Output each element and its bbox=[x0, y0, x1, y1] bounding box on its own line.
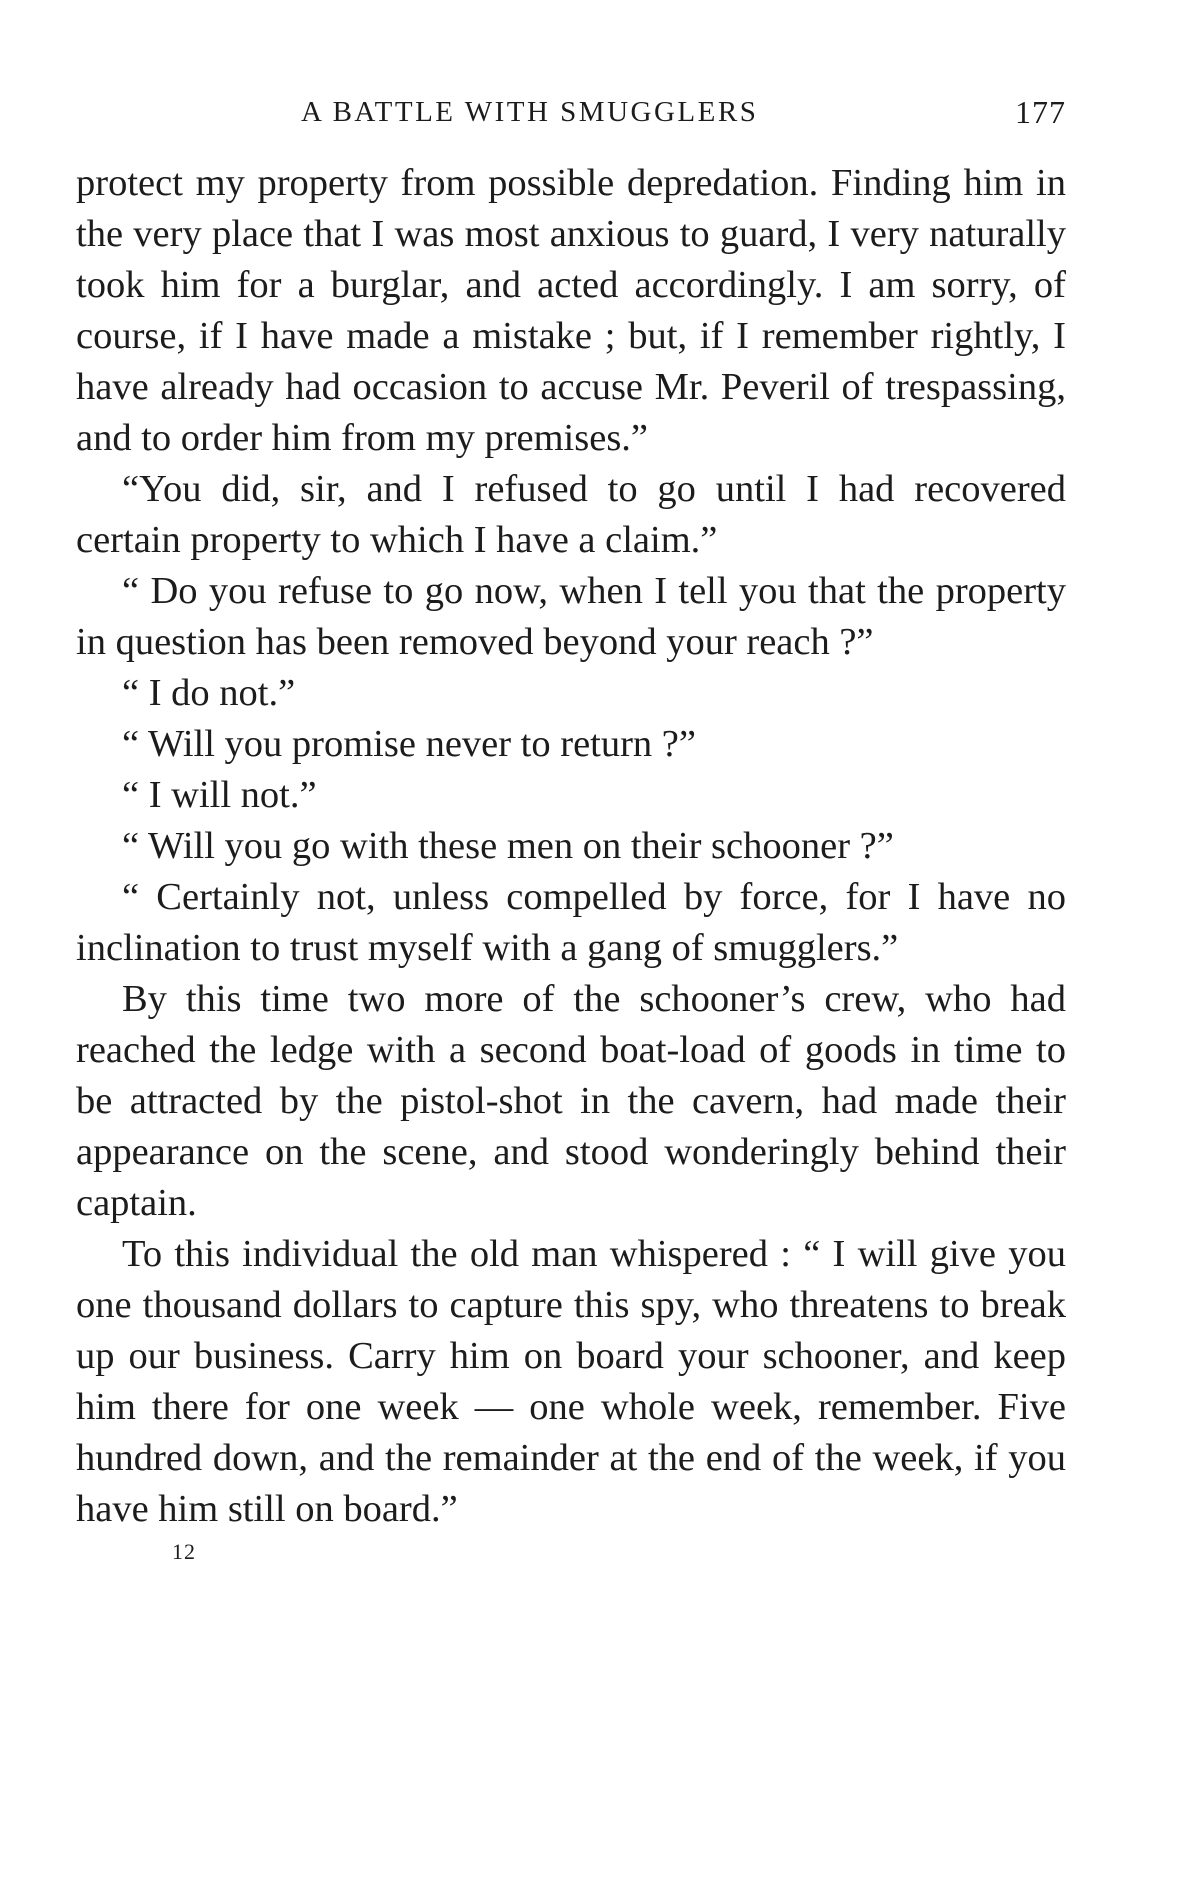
running-head bbox=[76, 92, 1066, 142]
paragraph-dialogue: “ Will you promise never to return ?” bbox=[122, 723, 696, 765]
paragraph-dialogue: “ I do not.” bbox=[122, 672, 296, 714]
paragraph-narrative: To this individual the old man whispered : “ I will give you one thousand dollars to capture this spy, who threatens to break up our business. Carry him on board your schooner, and keep him there for one week — one whole week, remember. Five hundred down, and the remainder at the end of the week, if you have him still on board.” bbox=[76, 1233, 1066, 1530]
page-number: 177 bbox=[1015, 94, 1066, 130]
paragraph-dialogue: “ Do you refuse to go now, when I tell you that the property in question has been removed beyond your reach ?” bbox=[76, 570, 1066, 663]
signature-mark: 12 bbox=[172, 1539, 196, 1564]
paragraph-dialogue: “You did, sir, and I refused to go until I had recovered certain property to which I have a claim.” bbox=[76, 468, 1066, 561]
book-page bbox=[76, 92, 1066, 1565]
paragraph-dialogue: “ I will not.” bbox=[122, 774, 317, 816]
body-text bbox=[76, 158, 1066, 1535]
paragraph-narrative: By this time two more of the schooner’s crew, who had reached the ledge with a second boat-load of goods in time to be attracted by the pistol-shot in the cavern, had made their appearance on the scene, and stood wonderingly behind their captain. bbox=[76, 978, 1066, 1224]
running-title: A BATTLE WITH SMUGGLERS bbox=[301, 96, 759, 128]
paragraph-dialogue: “ Certainly not, unless compelled by force, for I have no inclination to trust myself with a gang of smugglers.” bbox=[76, 876, 1066, 969]
paragraph-dialogue: “ Will you go with these men on their schooner ?” bbox=[122, 825, 894, 867]
paragraph-continued: protect my property from possible depredation. Finding him in the very place that I was most anxious to guard, I very naturally took him for a burglar, and acted accordingly. I am sorry, of course, if I have made a mistake ; but, if I remember rightly, I have already had occasion to accuse Mr. Peveril of trespassing, and to order him from my premises.” bbox=[76, 162, 1066, 459]
